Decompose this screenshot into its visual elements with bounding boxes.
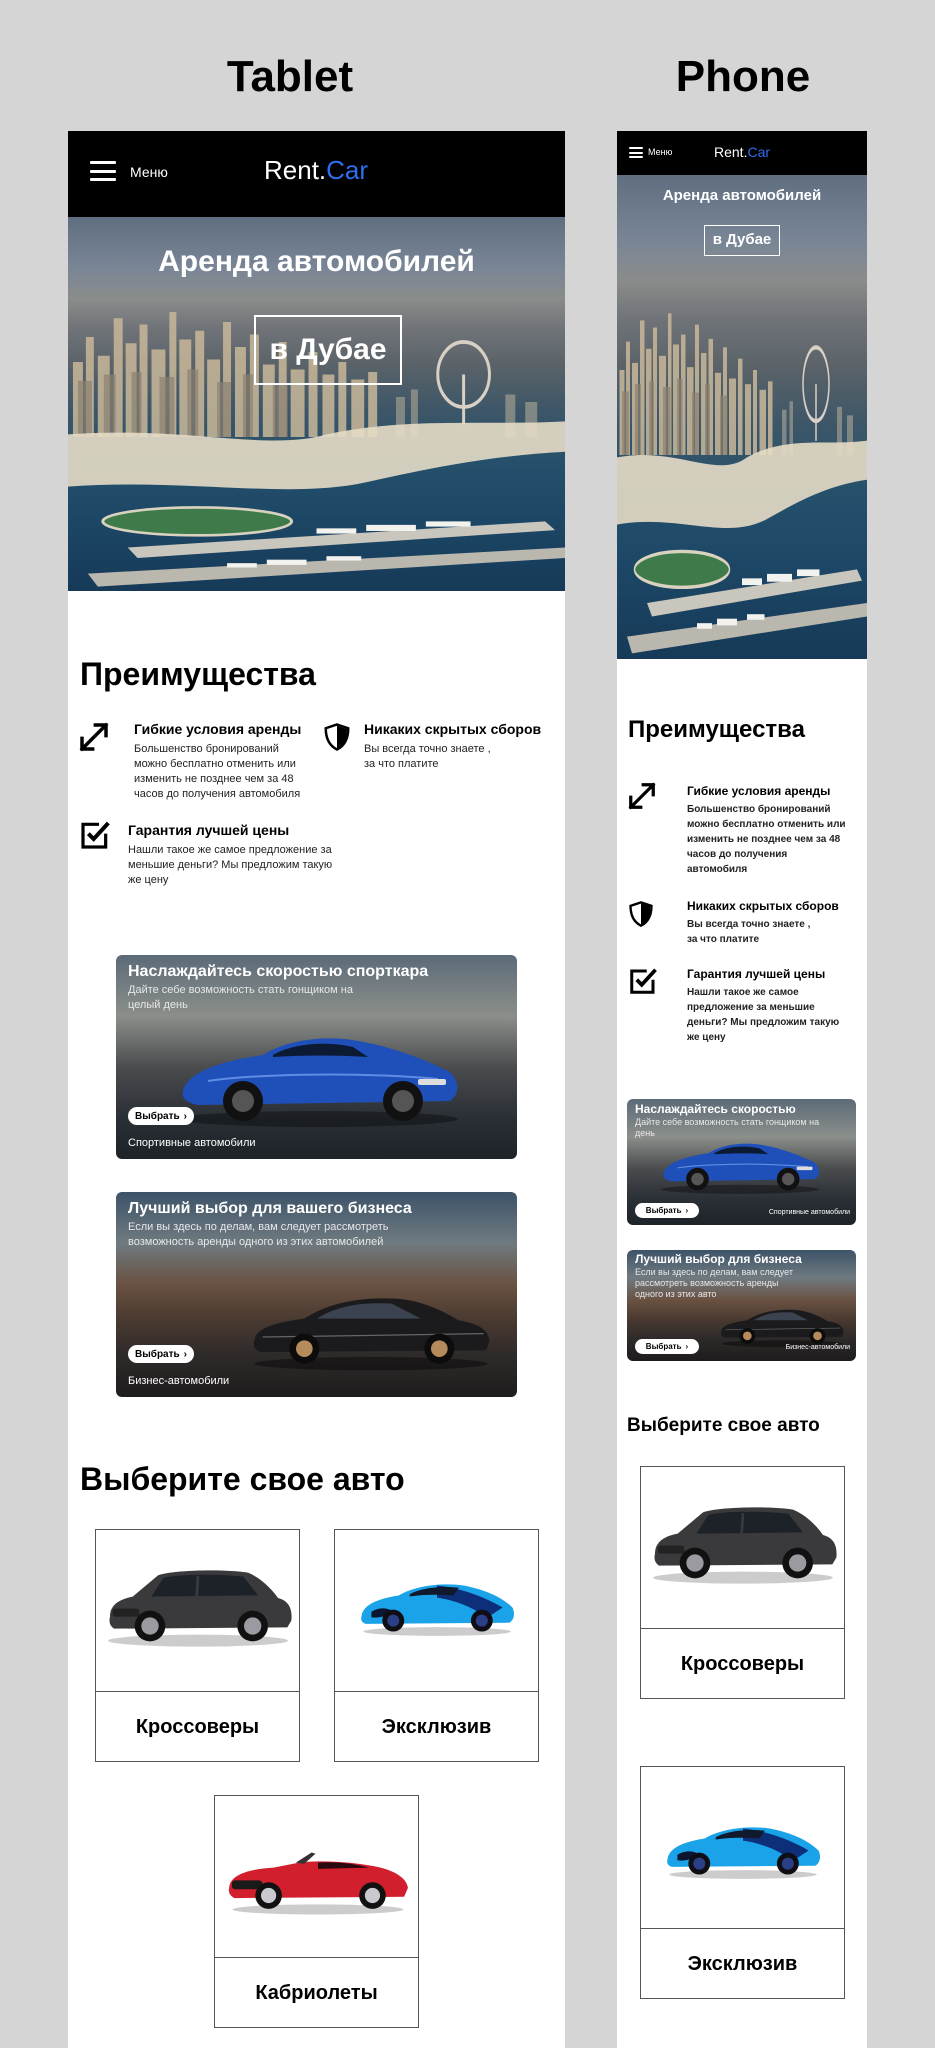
menu-label[interactable]: Меню <box>648 147 673 157</box>
chevron-right-icon: › <box>685 1342 689 1351</box>
promo-desc: Дайте себе возможность стать гонщиком на целый день <box>128 984 353 1011</box>
hero-subtitle-box: в Дубае <box>704 225 780 256</box>
logo-main: Rent. <box>264 155 327 185</box>
benefit-title-best-price: Гарантия лучшей цены <box>128 822 290 838</box>
checkbox-icon <box>627 966 659 996</box>
benefit-title-flexible: Гибкие условия аренды <box>134 721 302 737</box>
promo-card-sport[interactable] <box>627 1099 856 1225</box>
hero-title: Аренда автомобилей <box>158 245 475 278</box>
hero-title: Аренда автомобилей <box>662 187 822 204</box>
benefits-title: Преимущества <box>80 656 316 692</box>
promo-card-business[interactable] <box>116 1192 517 1397</box>
select-button[interactable] <box>128 1345 194 1363</box>
hero-subtitle-box: в Дубае <box>254 315 402 385</box>
category-label: Кроссоверы <box>135 1716 260 1738</box>
hero-banner <box>617 175 867 659</box>
benefit-desc-no-fees: Вы всегда точно знаете , за что платите <box>364 743 491 770</box>
sport-car-image <box>168 1009 468 1129</box>
city-skyline-image <box>617 285 867 455</box>
category-card-crossovers[interactable] <box>95 1529 300 1762</box>
category-image <box>96 1530 299 1692</box>
hero-banner <box>68 217 565 591</box>
tablet-label: Tablet <box>226 52 354 101</box>
select-button[interactable] <box>635 1339 699 1354</box>
benefit-title-no-fees: Никаких скрытых сборов <box>687 899 839 913</box>
promo-category: Бизнес-автомобили <box>785 1344 850 1351</box>
logo[interactable] <box>264 155 368 186</box>
promo-category: Спортивные автомобили <box>128 1137 256 1149</box>
category-card-exclusive[interactable] <box>334 1529 539 1762</box>
select-button[interactable] <box>635 1203 699 1218</box>
benefit-desc-best-price: Нашли такое же самое предложение за меньшие деньги? Мы предложим такую же цену <box>687 987 840 1043</box>
promo-title: Лучший выбор для вашего бизнеса <box>128 1200 412 1217</box>
category-label: Эксклюзив <box>381 1716 492 1738</box>
logo-main: Rent. <box>714 144 748 160</box>
promo-card-sport[interactable] <box>116 955 517 1159</box>
chevron-right-icon: › <box>685 1206 689 1215</box>
phone-label: Phone <box>675 52 811 101</box>
chevron-right-icon: › <box>183 1110 187 1122</box>
logo-accent: Car <box>747 144 771 160</box>
expand-arrows-icon <box>78 721 110 753</box>
select-button-label: Выбрать <box>645 1206 682 1215</box>
expand-arrows-icon <box>627 781 657 811</box>
category-label: Кабриолеты <box>255 1982 378 2004</box>
coastline-image <box>68 417 565 591</box>
exclusive-car-image <box>661 1795 825 1895</box>
choose-car-title: Выберите свое авто <box>627 1415 820 1436</box>
benefit-desc-best-price: Нашли такое же самое предложение за меньшие деньги? Мы предложим такую же цену <box>128 844 333 886</box>
coastline-image <box>617 435 867 659</box>
category-image <box>641 1467 844 1629</box>
benefit-desc-flexible: Большенство бронирований можно бесплатно отменить или изменить не позднее чем за 48 часов до получения автомобиля <box>687 804 846 875</box>
hamburger-menu-icon[interactable] <box>90 161 116 181</box>
category-image <box>335 1530 538 1692</box>
menu-label[interactable]: Меню <box>130 164 168 180</box>
promo-category: Бизнес-автомобили <box>128 1375 230 1387</box>
shield-icon <box>627 899 655 929</box>
category-card-exclusive[interactable] <box>640 1766 845 1999</box>
category-image <box>215 1796 418 1958</box>
promo-title: Лучший выбор для бизнеса <box>635 1252 802 1266</box>
select-button-label: Выбрать <box>135 1110 180 1122</box>
business-car-image <box>246 1272 496 1372</box>
crossover-car-image <box>643 1479 843 1599</box>
phone-screen <box>617 131 867 2048</box>
promo-desc: Если вы здесь по делам, вам следует рассмотреть возможность аренды одного из этих авто <box>635 1267 794 1299</box>
choose-car-title: Выберите свое авто <box>80 1461 405 1497</box>
benefit-title-best-price: Гарантия лучшей цены <box>687 967 826 981</box>
promo-desc: Дайте себе возможность стать гонщиком на день <box>635 1117 820 1138</box>
header <box>68 131 565 217</box>
business-car-image <box>717 1294 847 1350</box>
shield-icon <box>322 721 352 753</box>
category-label: Эксклюзив <box>687 1953 798 1975</box>
tablet-screen <box>68 131 565 2048</box>
benefit-desc-flexible: Большенство бронирований можно бесплатно отменить или изменить не позднее чем за 48 часов до получения автомобиля <box>134 743 301 800</box>
promo-title: Наслаждайтесь скоростью <box>635 1102 796 1116</box>
chevron-right-icon: › <box>183 1348 187 1360</box>
header <box>617 131 867 175</box>
category-label: Кроссоверы <box>680 1653 805 1675</box>
category-card-convertibles[interactable] <box>214 1795 419 2028</box>
promo-category: Спортивные автомобили <box>768 1209 850 1216</box>
benefit-title-flexible: Гибкие условия аренды <box>687 784 831 798</box>
exclusive-car-image <box>355 1552 519 1652</box>
checkbox-icon <box>78 819 112 851</box>
select-button[interactable] <box>128 1107 194 1125</box>
promo-title: Наслаждайтесь скоростью спорткара <box>128 963 429 980</box>
benefit-desc-no-fees: Вы всегда точно знаете , за что платите <box>687 919 811 945</box>
select-button-label: Выбрать <box>645 1342 682 1351</box>
promo-desc: Если вы здесь по делам, вам следует рассмотреть возможность аренды одного из этих автомобилей <box>128 1221 389 1248</box>
logo-accent: Car <box>326 155 369 185</box>
category-card-crossovers[interactable] <box>640 1466 845 1699</box>
crossover-car-image <box>98 1542 298 1662</box>
benefits-title: Преимущества <box>628 716 805 743</box>
logo[interactable] <box>714 144 770 160</box>
benefit-title-no-fees: Никаких скрытых сборов <box>364 721 542 737</box>
promo-card-business[interactable] <box>627 1250 856 1361</box>
convertible-car-image <box>223 1814 413 1934</box>
category-image <box>641 1767 844 1929</box>
select-button-label: Выбрать <box>135 1348 180 1360</box>
hamburger-menu-icon[interactable] <box>629 147 643 158</box>
